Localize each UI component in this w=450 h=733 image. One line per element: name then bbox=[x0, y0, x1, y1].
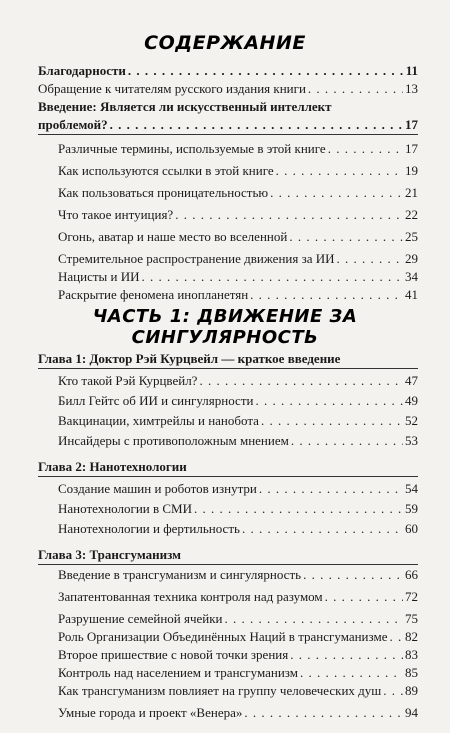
entry-title: Как используются ссылки в этой книге bbox=[58, 163, 274, 178]
entry-page: 22 bbox=[405, 207, 418, 222]
entry-title: Нацисты и ИИ bbox=[58, 269, 140, 284]
toc-entry bbox=[58, 372, 418, 390]
toc-entry bbox=[58, 588, 418, 606]
leader-dots bbox=[244, 704, 403, 722]
leader-dots bbox=[199, 372, 403, 390]
leader-dots bbox=[128, 62, 404, 80]
toc-entry bbox=[58, 610, 418, 628]
toc-entry bbox=[58, 162, 418, 180]
toc-entry-introduction bbox=[38, 98, 418, 116]
entry-page: 66 bbox=[405, 567, 418, 582]
entry-title: Контроль над населением и трансгуманизм bbox=[58, 665, 298, 680]
leader-dots bbox=[225, 610, 403, 628]
toc-entry bbox=[58, 268, 418, 286]
entry-title: Инсайдеры с противоположным мнением bbox=[58, 433, 289, 448]
entry-title: Умные города и проект «Венера» bbox=[58, 705, 243, 720]
leader-dots bbox=[389, 628, 403, 646]
entry-title: Вакцинации, химтрейлы и нанобота bbox=[58, 413, 259, 428]
toc-entry bbox=[58, 682, 418, 700]
toc-entry bbox=[58, 184, 418, 202]
entry-page: 19 bbox=[405, 163, 418, 178]
leader-dots bbox=[110, 116, 403, 134]
entry-title: Введение: Является ли искусственный интеллект bbox=[38, 99, 332, 114]
leader-dots bbox=[250, 286, 403, 304]
entry-page: 59 bbox=[405, 501, 418, 516]
toc-entry bbox=[58, 206, 418, 224]
toc-entry bbox=[58, 628, 418, 646]
leader-dots bbox=[289, 228, 403, 246]
entry-title: проблемой? bbox=[38, 117, 108, 132]
toc-entry bbox=[58, 140, 418, 158]
toc-entry bbox=[58, 250, 418, 268]
leader-dots bbox=[328, 140, 403, 158]
chapter-1-title: Глава 1: Доктор Рэй Курцвейл — краткое введение bbox=[38, 351, 341, 366]
toc-entry bbox=[58, 480, 418, 498]
toc-heading: СОДЕРЖАНИЕ bbox=[144, 32, 306, 54]
toc-entry bbox=[58, 646, 418, 664]
leader-dots bbox=[337, 250, 403, 268]
entry-title: Раскрытие феномена инопланетян bbox=[58, 287, 249, 302]
entry-page: 17 bbox=[405, 117, 418, 132]
entry-title: Второе пришествие с новой точки зрения bbox=[58, 647, 289, 662]
entry-page: 21 bbox=[405, 185, 418, 200]
entry-page: 49 bbox=[405, 393, 418, 408]
leader-dots bbox=[259, 480, 403, 498]
entry-page: 41 bbox=[405, 287, 418, 302]
toc-entry bbox=[58, 704, 418, 722]
entry-page: 47 bbox=[405, 373, 418, 388]
entry-page: 53 bbox=[405, 433, 418, 448]
entry-title: Огонь, аватар и наше место во вселенной bbox=[58, 229, 288, 244]
divider bbox=[38, 134, 418, 135]
leader-dots bbox=[291, 432, 403, 450]
divider bbox=[38, 476, 418, 477]
entry-title: Как пользоваться проницательностью bbox=[58, 185, 269, 200]
toc-entry bbox=[58, 520, 418, 538]
entry-page: 85 bbox=[405, 665, 418, 680]
entry-title: Роль Организации Объединённых Наций в трансгуманизме bbox=[58, 629, 388, 644]
entry-page: 83 bbox=[405, 647, 418, 662]
entry-page: 94 bbox=[405, 705, 418, 720]
entry-title: Обращение к читателям русского издания книги bbox=[38, 81, 306, 96]
leader-dots bbox=[276, 162, 403, 180]
entry-title: Стремительное распространение движения за ИИ bbox=[58, 251, 335, 266]
toc-entry bbox=[58, 500, 418, 518]
toc-entry bbox=[58, 664, 418, 682]
leader-dots bbox=[142, 268, 404, 286]
entry-title: Введение в трансгуманизм и сингулярность bbox=[58, 567, 302, 582]
part-1-heading: ЧАСТЬ 1: ДВИЖЕНИЕ ЗА СИНГУЛЯРНОСТЬ bbox=[92, 306, 358, 348]
toc-entry bbox=[58, 566, 418, 584]
leader-dots bbox=[308, 80, 403, 98]
entry-title: Разрушение семейной ячейки bbox=[58, 611, 223, 626]
toc-entry bbox=[58, 432, 418, 450]
entry-title: Различные термины, используемые в этой книге bbox=[58, 141, 326, 156]
leader-dots bbox=[290, 646, 403, 664]
toc-entry-introduction-cont bbox=[38, 116, 418, 134]
entry-title: Нанотехнологии в СМИ bbox=[58, 501, 192, 516]
entry-title: Как трансгуманизм повлияет на группу человеческих душ bbox=[58, 683, 382, 698]
entry-page: 72 bbox=[405, 589, 418, 604]
entry-page: 89 bbox=[405, 683, 418, 698]
entry-page: 34 bbox=[405, 269, 418, 284]
chapter-3-title: Глава 3: Трансгуманизм bbox=[38, 547, 181, 562]
entry-title: Запатентованная техника контроля над разумом bbox=[58, 589, 323, 604]
entry-page: 11 bbox=[405, 63, 418, 78]
entry-page: 75 bbox=[405, 611, 418, 626]
leader-dots bbox=[300, 664, 403, 682]
chapter-2-title: Глава 2: Нанотехнологии bbox=[38, 459, 187, 474]
entry-page: 17 bbox=[405, 141, 418, 156]
entry-title: Благодарности bbox=[38, 63, 126, 78]
entry-page: 82 bbox=[405, 629, 418, 644]
entry-page: 13 bbox=[405, 81, 418, 96]
leader-dots bbox=[242, 520, 403, 538]
entry-title: Билл Гейтс об ИИ и сингулярности bbox=[58, 393, 254, 408]
leader-dots bbox=[175, 206, 403, 224]
entry-page: 29 bbox=[405, 251, 418, 266]
leader-dots bbox=[325, 588, 403, 606]
entry-title: Что такое интуиция? bbox=[58, 207, 174, 222]
leader-dots bbox=[255, 392, 403, 410]
divider bbox=[38, 368, 418, 369]
toc-entry-acknowledgements bbox=[38, 62, 418, 80]
entry-page: 54 bbox=[405, 481, 418, 496]
toc-entry-address bbox=[38, 80, 418, 98]
leader-dots bbox=[383, 682, 403, 700]
entry-page: 52 bbox=[405, 413, 418, 428]
entry-title: Кто такой Рэй Курцвейл? bbox=[58, 373, 198, 388]
leader-dots bbox=[270, 184, 403, 202]
divider bbox=[38, 564, 418, 565]
leader-dots bbox=[303, 566, 403, 584]
toc-entry bbox=[58, 392, 418, 410]
entry-page: 60 bbox=[405, 521, 418, 536]
entry-title: Создание машин и роботов изнутри bbox=[58, 481, 257, 496]
leader-dots bbox=[261, 412, 403, 430]
entry-title: Нанотехнологии и фертильность bbox=[58, 521, 240, 536]
toc-entry bbox=[58, 412, 418, 430]
toc-entry bbox=[58, 286, 418, 304]
entry-page: 25 bbox=[405, 229, 418, 244]
toc-entry bbox=[58, 228, 418, 246]
leader-dots bbox=[194, 500, 403, 518]
